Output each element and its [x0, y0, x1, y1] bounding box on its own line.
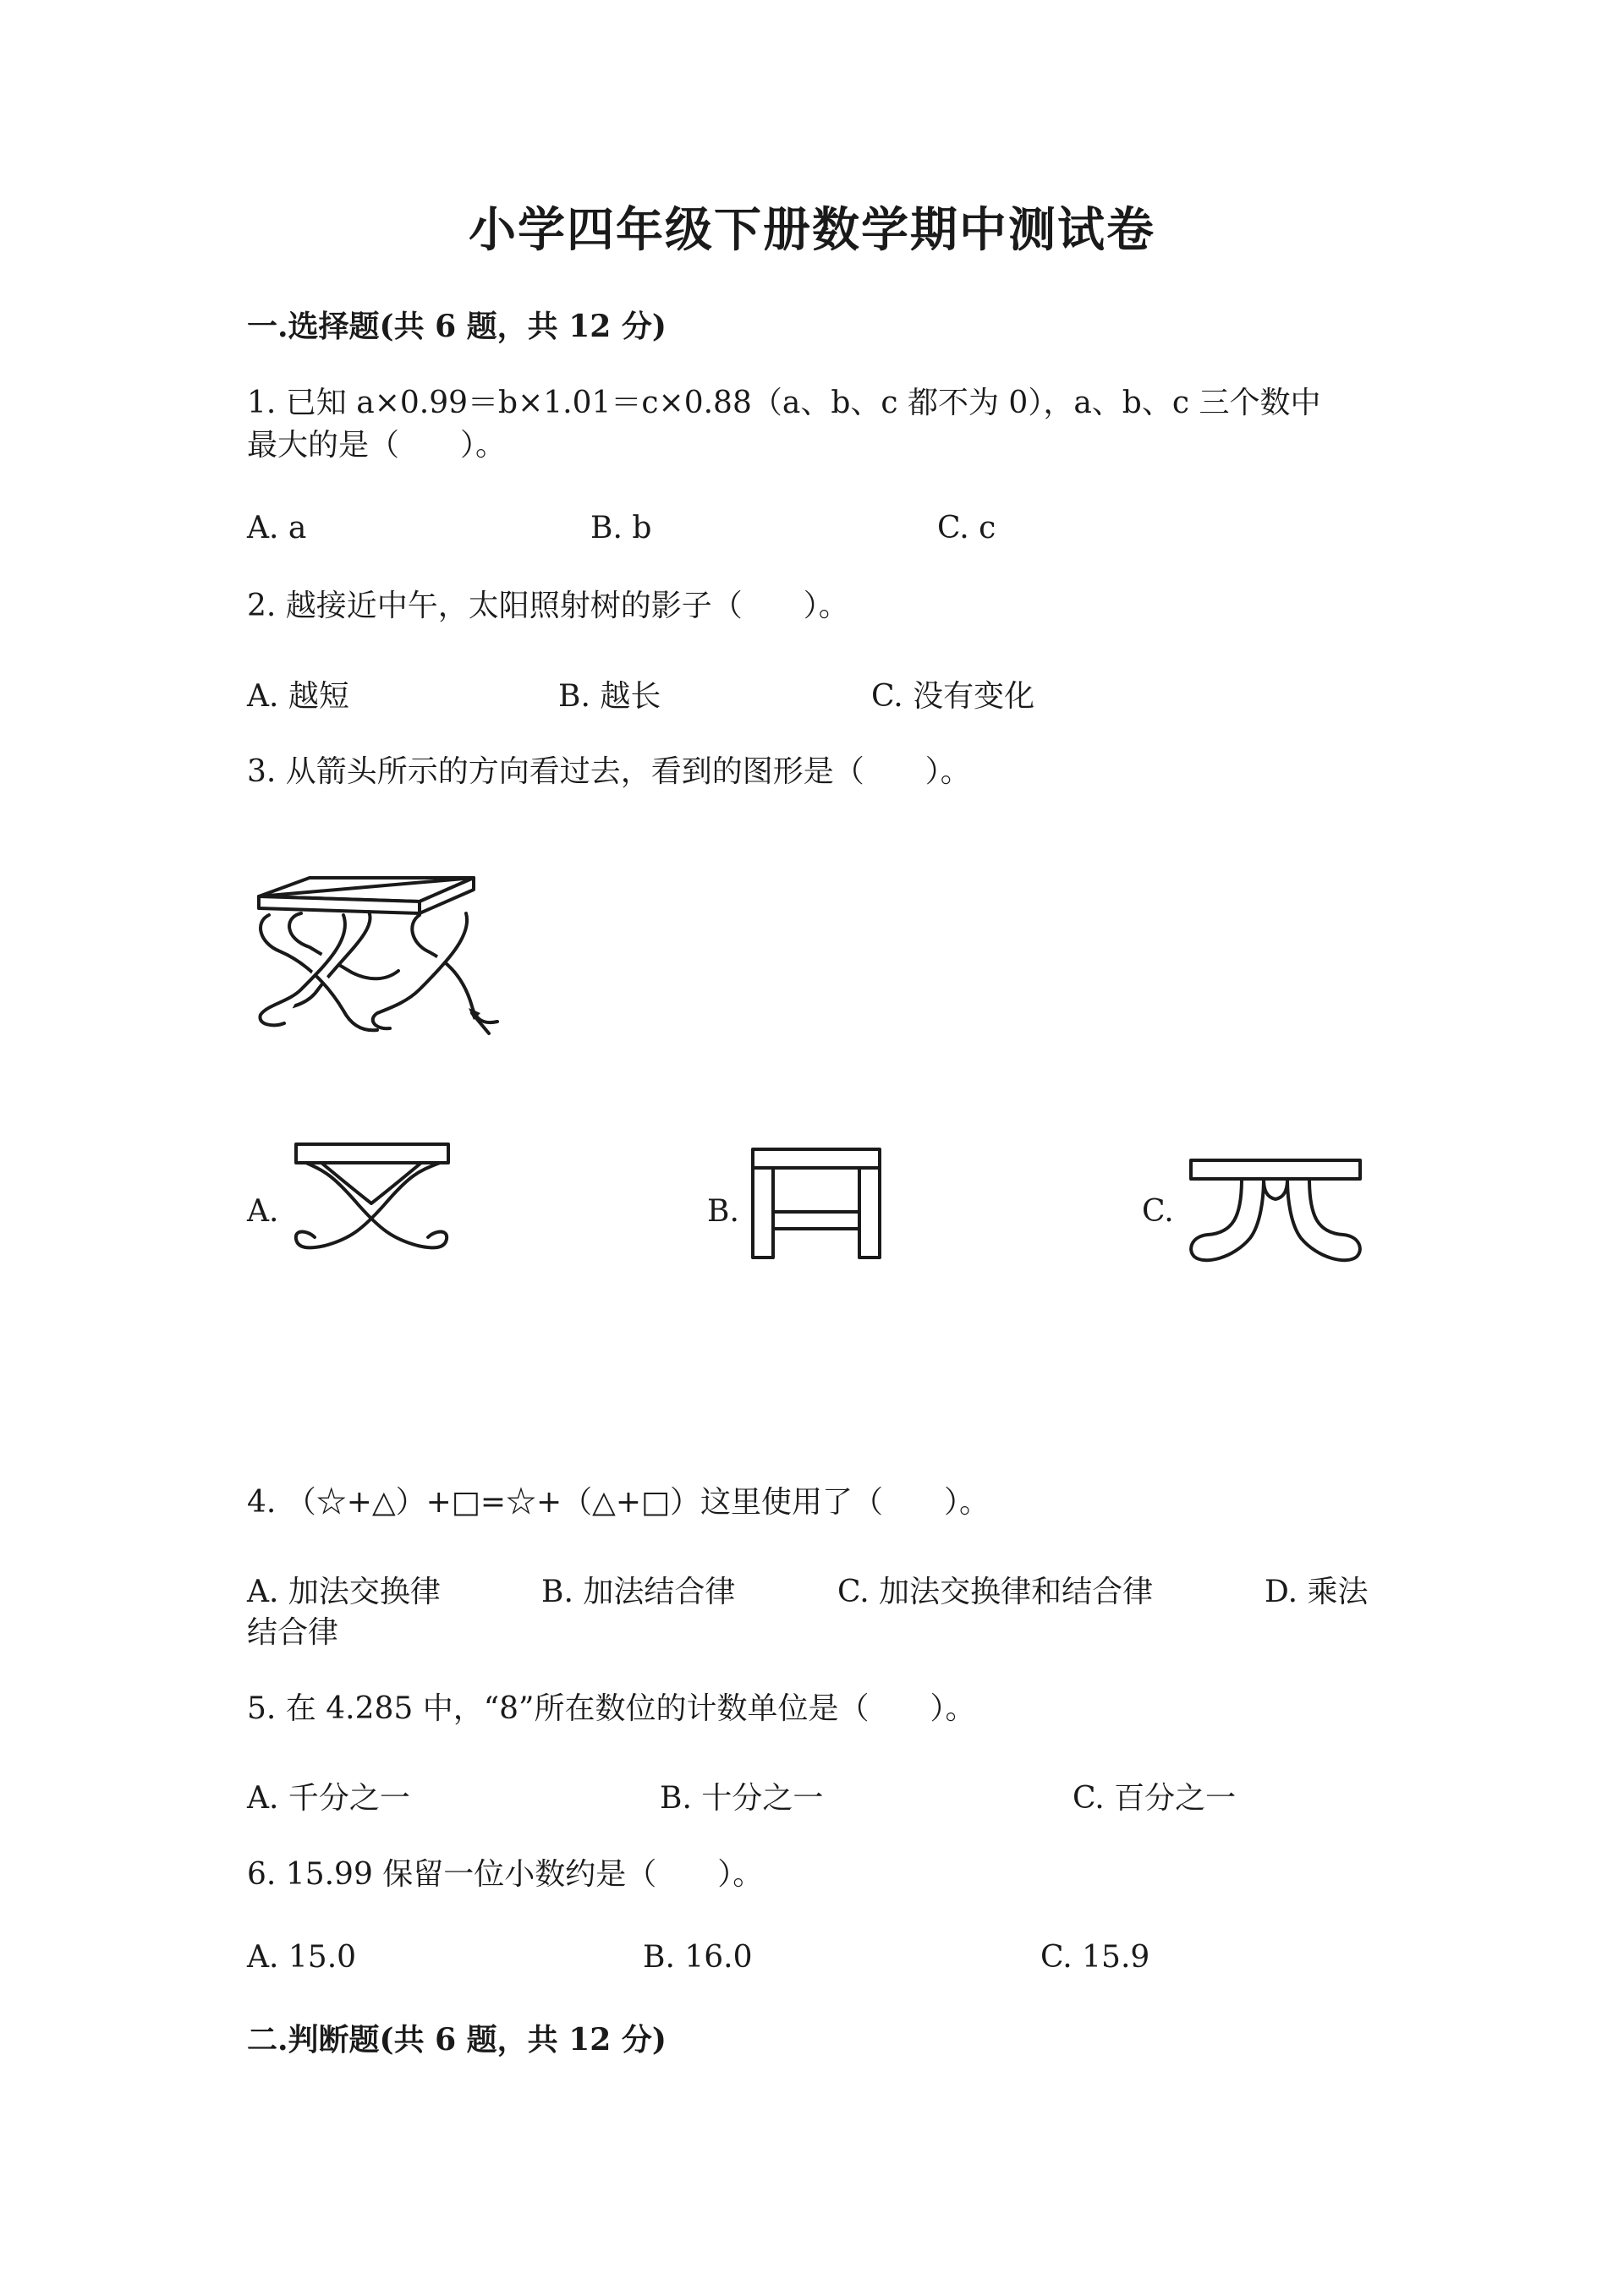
stool-front-view-x-legs	[291, 1137, 452, 1264]
question-1-option-b: B. b	[590, 511, 652, 545]
question-2-option-c: C. 没有变化	[871, 679, 1035, 714]
question-6-option-b: B. 16.0	[643, 1940, 753, 1975]
question-2-option-b: B. 越长	[558, 679, 661, 714]
question-3-option-c: C.	[1142, 1194, 1174, 1229]
question-3-line-1: 3. 从箭头所示的方向看过去，看到的图形是（ ）。	[247, 754, 971, 789]
question-2-line-1: 2. 越接近中午，太阳照射树的影子（ ）。	[247, 589, 849, 623]
question-1-line-2: 最大的是（ ）。	[247, 428, 507, 463]
question-2-option-a: A. 越短	[247, 679, 349, 714]
section-heading-judgement: 二.判断题(共 6 题，共 12 分)	[247, 2022, 667, 2058]
question-1-option-c: C. c	[937, 511, 996, 545]
question-4-option-a: A. 加法交换律	[247, 1575, 441, 1609]
section-heading-choice: 一.选择题(共 6 题，共 12 分)	[247, 309, 667, 344]
question-4-line-1: 4. （☆+△）+□=☆+（△+□）这里使用了（ ）。	[247, 1485, 990, 1520]
stool-side-view-rectangle	[749, 1146, 885, 1264]
question-4-option-c: C. 加法交换律和结合律	[837, 1575, 1154, 1609]
question-1-line-1: 1. 已知 a×0.99＝b×1.01＝c×0.88（a、b、c 都不为 0），a、b、c 三个数中	[247, 386, 1321, 420]
stool-with-arrow-illustration	[250, 871, 504, 1057]
question-4-option-d-wrap: 结合律	[247, 1615, 339, 1650]
question-1-option-a: A. a	[247, 511, 307, 545]
question-4-option-b: B. 加法结合律	[541, 1575, 736, 1609]
question-4-option-d: D. 乘法	[1265, 1575, 1369, 1609]
question-5-option-b: B. 十分之一	[660, 1781, 824, 1816]
question-5-option-c: C. 百分之一	[1073, 1781, 1237, 1816]
stool-view-curved-legs	[1182, 1157, 1369, 1267]
question-6-line-1: 6. 15.99 保留一位小数约是（ ）。	[247, 1857, 764, 1892]
page-title: 小学四年级下册数学期中测试卷	[469, 202, 1155, 258]
question-3-option-b: B.	[707, 1194, 739, 1229]
question-5-option-a: A. 千分之一	[247, 1781, 410, 1816]
question-3-option-a: A.	[247, 1194, 279, 1229]
question-5-line-1: 5. 在 4.285 中，“8”所在数位的计数单位是（ ）。	[247, 1691, 976, 1726]
question-6-option-c: C. 15.9	[1040, 1940, 1150, 1975]
question-6-option-a: A. 15.0	[247, 1940, 357, 1975]
